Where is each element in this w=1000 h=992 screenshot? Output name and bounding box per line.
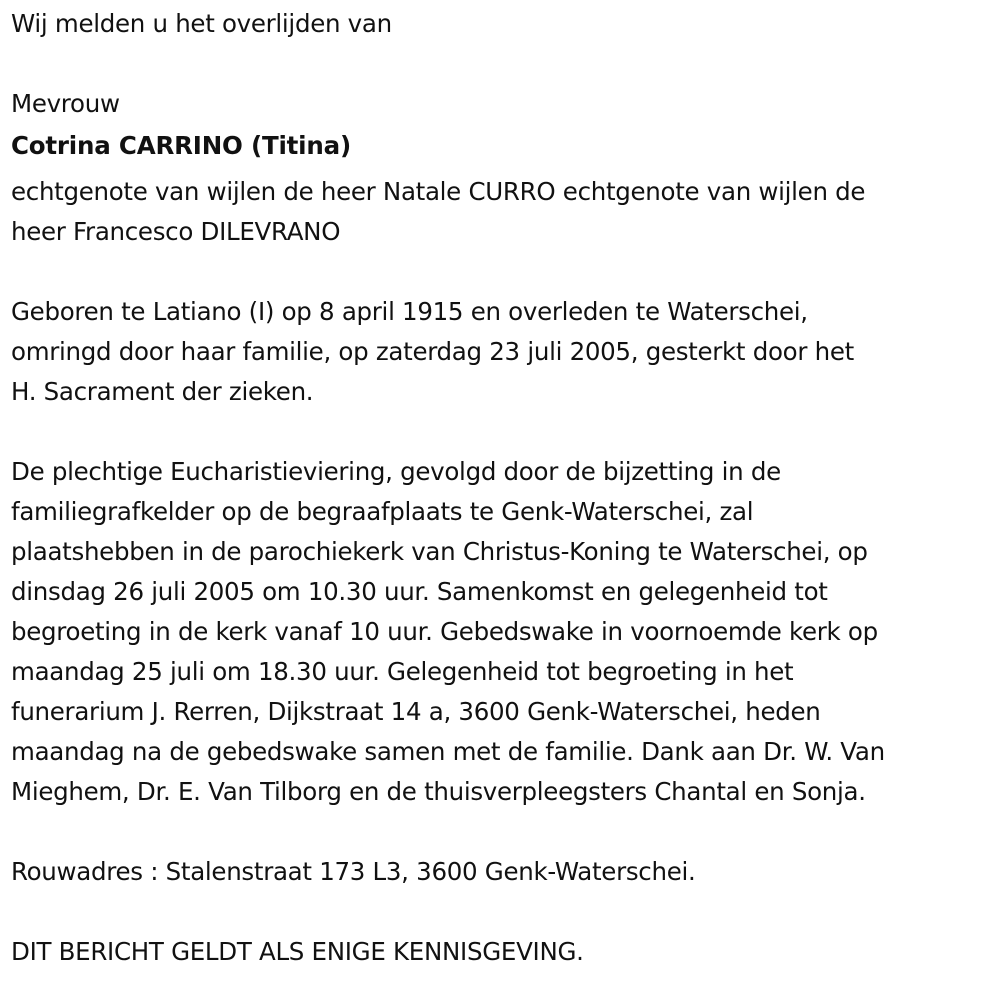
ceremony-paragraph [11,452,986,812]
spacer [11,812,986,852]
deceased-name: Cotrina CARRINO (Titina) [11,131,351,160]
ceremony-line: plaatshebben in de parochiekerk van Christus-Koning te Waterschei, op [11,537,868,566]
spacer [11,892,986,932]
ceremony-line: begroeting in de kerk vanaf 10 uur. Gebedswake in voornoemde kerk op [11,617,878,646]
ceremony-line: De plechtige Eucharistieviering, gevolgd door de bijzetting in de [11,457,781,486]
birth-line: omringd door haar familie, op zaterdag 23 juli 2005, gesterkt door het [11,337,854,366]
honorific: Mevrouw [11,89,120,118]
ceremony-line: maandag 25 juli om 18.30 uur. Gelegenheid tot begroeting in het [11,657,794,686]
ceremony-line: maandag na de gebedswake samen met de familie. Dank aan Dr. W. Van [11,737,885,766]
death-notice [11,4,986,972]
mourning-address: Rouwadres : Stalenstraat 173 L3, 3600 Genk-Waterschei. [11,857,696,886]
spacer [11,412,986,452]
ceremony-line: dinsdag 26 juli 2005 om 10.30 uur. Samenkomst en gelegenheid tot [11,577,828,606]
ceremony-line: familiegrafkelder op de begraafplaats te Genk-Waterschei, zal [11,497,754,526]
ceremony-line: Mieghem, Dr. E. Van Tilborg en de thuisverpleegsters Chantal en Sonja. [11,777,866,806]
birth-line: H. Sacrament der zieken. [11,377,314,406]
birth-paragraph [11,292,986,412]
spouse-line: echtgenote van wijlen de heer Natale CURRO echtgenote van wijlen de [11,177,866,206]
spacer [11,44,986,84]
intro-text: Wij melden u het overlijden van [11,9,392,38]
closing-statement: DIT BERICHT GELDT ALS ENIGE KENNISGEVING. [11,937,584,966]
birth-line: Geboren te Latiano (I) op 8 april 1915 en overleden te Waterschei, [11,297,808,326]
spouse-line: heer Francesco DILEVRANO [11,217,341,246]
spouse-paragraph [11,172,986,252]
ceremony-line: funerarium J. Rerren, Dijkstraat 14 a, 3600 Genk-Waterschei, heden [11,697,821,726]
spacer [11,252,986,292]
